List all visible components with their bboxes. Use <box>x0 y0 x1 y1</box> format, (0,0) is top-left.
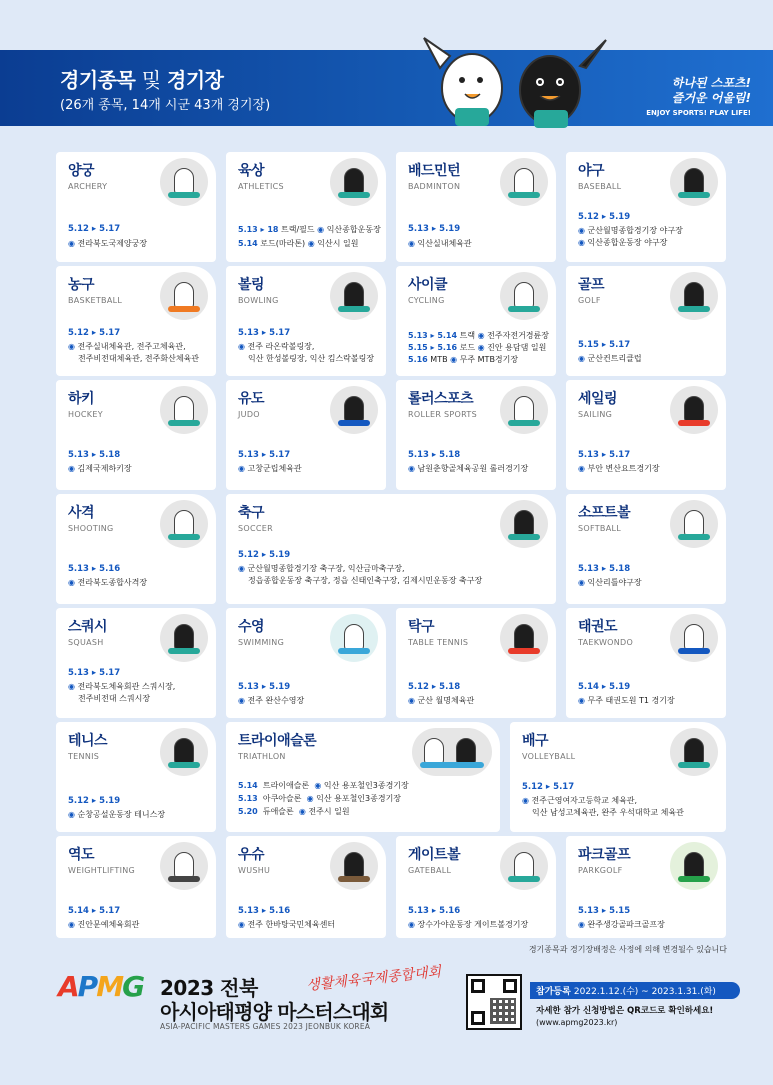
location-pin-icon: ◉ <box>68 578 75 587</box>
sport-card-tennis: 테니스 TENNIS 5.12 ▸ 5.19 ◉ 순창공설운동장 테니스장 <box>56 722 216 832</box>
sport-card-hockey: 하키 HOCKEY 5.13 ▸ 5.18 ◉ 김제국제하키장 <box>56 380 216 490</box>
tennis-icon <box>160 728 208 776</box>
event-title-line1: 2023 전북 <box>160 976 258 1000</box>
judo-icon <box>330 386 378 434</box>
archery-icon <box>160 158 208 206</box>
soccer-icon <box>500 500 548 548</box>
location-pin-icon: ◉ <box>408 464 415 473</box>
apmg-logo: APMG <box>58 970 144 1003</box>
location-pin-icon: ◉ <box>238 696 245 705</box>
location-pin-icon: ◉ <box>314 781 322 790</box>
sport-card-shooting: 사격 SHOOTING 5.13 ▸ 5.16 ◉ 전라북도종합사격장 <box>56 494 216 604</box>
sport-card-cycling: 사이클 CYCLING 5.13 ▸ 5.14 트랙 ◉ 전주자전거경륜장 5.15 ▸ 5.16 로드 ◉ 진안 용담댐 일원 5.16 MTB ◉ 무주 MTB경기장 <box>396 266 556 376</box>
parkgolf-icon <box>670 842 718 890</box>
sport-card-weightlifting: 역도 WEIGHTLIFTING 5.14 ▸ 5.17 ◉ 진안문예체육회관 <box>56 836 216 938</box>
mascot-illustration <box>410 28 620 138</box>
sport-card-triathlon: 트라이애슬론 TRIATHLON 5.14 트라이애슬론 ◉ 익산 용포철인3종경기장 5.13 아쿠아슬론 ◉ 익산 용포철인3종경기장 5.20 듀애슬론 ◉ 전주시 일원 <box>226 722 500 832</box>
sport-card-basketball: 농구 BASKETBALL 5.12 ▸ 5.17 ◉ 전주실내체육관, 전주고체육관, 전주비전대체육관, 전주화산체육관 <box>56 266 216 376</box>
location-pin-icon: ◉ <box>578 226 585 235</box>
cycling-icon <box>500 272 548 320</box>
registration-info: 자세한 참가 신청방법은 QR코드로 확인하세요! <box>536 1006 714 1016</box>
sport-card-soccer: 축구 SOCCER 5.12 ▸ 5.19 ◉ 군산월명종합경기장 축구장, 익산금마축구장, 정읍종합운동장 축구장, 정읍 신태인축구장, 김제시민운동장 축구장 <box>226 494 556 604</box>
badminton-icon <box>500 158 548 206</box>
swimming-icon <box>330 614 378 662</box>
shooting-icon <box>160 500 208 548</box>
volleyball-icon <box>670 728 718 776</box>
header <box>0 38 773 138</box>
sport-card-wushu: 우슈 WUSHU 5.13 ▸ 5.16 ◉ 전주 한바탕국민체육센터 <box>226 836 386 938</box>
hockey-icon <box>160 386 208 434</box>
location-pin-icon: ◉ <box>68 920 75 929</box>
sport-card-sailing: 세일링 SAILING 5.13 ▸ 5.17 ◉ 부안 변산요트경기장 <box>566 380 726 490</box>
location-pin-icon: ◉ <box>68 239 75 248</box>
sport-card-badminton: 배드민턴 BADMINTON 5.13 ▸ 5.19 ◉ 익산실내체육관 <box>396 152 556 262</box>
sport-card-gateball: 게이트볼 GATEBALL 5.13 ▸ 5.16 ◉ 장수가야운동장 게이트볼경기장 <box>396 836 556 938</box>
change-notice: 경기종목과 경기장배정은 사정에 의해 변경될수 있습니다 <box>528 945 727 954</box>
sport-card-volleyball: 배구 VOLLEYBALL 5.12 ▸ 5.17 ◉ 전주근영여자고등학교 체육관, 익산 남성고체육관, 완주 우석대학교 체육관 <box>510 722 726 832</box>
page-title: 경기종목 및 경기장 <box>60 68 224 92</box>
location-pin-icon: ◉ <box>578 696 585 705</box>
event-title-en: ASIA-PACIFIC MASTERS GAMES 2023 JEONBUK KOREA <box>160 1022 371 1031</box>
triathlon-icon <box>412 728 492 776</box>
roller-sports-icon <box>500 386 548 434</box>
location-pin-icon: ◉ <box>408 696 415 705</box>
location-pin-icon: ◉ <box>238 920 245 929</box>
location-pin-icon: ◉ <box>68 464 75 473</box>
sport-card-golf: 골프 GOLF 5.15 ▸ 5.17 ◉ 군산컨트리클럽 <box>566 266 726 376</box>
slogan: 하나된 스포츠! 즐거운 어울림! ENJOY SPORTS! PLAY LIFE! <box>646 76 751 117</box>
location-pin-icon: ◉ <box>522 796 529 805</box>
location-pin-icon: ◉ <box>317 225 325 234</box>
sport-card-softball: 소프트볼 SOFTBALL 5.13 ▸ 5.18 ◉ 익산리틀야구장 <box>566 494 726 604</box>
sport-card-bowling: 볼링 BOWLING 5.13 ▸ 5.17 ◉ 전주 라온락볼링장, 익산 한성볼링장, 익산 킴스락볼링장 <box>226 266 386 376</box>
website-link[interactable]: (www.apmg2023.kr) <box>536 1018 618 1027</box>
sport-card-judo: 유도 JUDO 5.13 ▸ 5.17 ◉ 고창군립체육관 <box>226 380 386 490</box>
sailing-icon <box>670 386 718 434</box>
location-pin-icon: ◉ <box>238 464 245 473</box>
location-pin-icon: ◉ <box>68 810 75 819</box>
location-pin-icon: ◉ <box>307 239 315 248</box>
location-pin-icon: ◉ <box>578 920 585 929</box>
location-pin-icon: ◉ <box>408 920 415 929</box>
registration-period: 참가등록 2022.1.12.(수) ~ 2023.1.31.(화) <box>530 982 740 999</box>
gateball-icon <box>500 842 548 890</box>
location-pin-icon: ◉ <box>578 238 585 247</box>
sport-card-swimming: 수영 SWIMMING 5.13 ▸ 5.19 ◉ 전주 완산수영장 <box>226 608 386 718</box>
bowling-icon <box>330 272 378 320</box>
sport-card-archery: 양궁 ARCHERY 5.12 ▸ 5.17 ◉ 전라북도국제양궁장 <box>56 152 216 262</box>
event-script-title: 생활체육국제종합대회 <box>305 963 442 995</box>
taekwondo-icon <box>670 614 718 662</box>
location-pin-icon: ◉ <box>578 464 585 473</box>
table-tennis-icon <box>500 614 548 662</box>
wushu-icon <box>330 842 378 890</box>
location-pin-icon: ◉ <box>578 354 585 363</box>
sport-card-taekwondo: 태권도 TAEKWONDO 5.14 ▸ 5.19 ◉ 무주 태권도원 T1 경기장 <box>566 608 726 718</box>
sport-card-table-tennis: 탁구 TABLE TENNIS 5.12 ▸ 5.18 ◉ 군산 월명체육관 <box>396 608 556 718</box>
qr-code[interactable] <box>466 974 522 1030</box>
sport-card-baseball: 야구 BASEBALL 5.12 ▸ 5.19 ◉ 군산월명종합경기장 야구장 ◉ 익산종합운동장 야구장 <box>566 152 726 262</box>
basketball-icon <box>160 272 208 320</box>
sport-card-parkgolf: 파크골프 PARKGOLF 5.13 ▸ 5.15 ◉ 완주생강골파크골프장 <box>566 836 726 938</box>
squash-icon <box>160 614 208 662</box>
location-pin-icon: ◉ <box>306 794 314 803</box>
sport-card-roller-sports: 롤러스포츠 ROLLER SPORTS 5.13 ▸ 5.18 ◉ 남원춘향골체육공원 롤러경기장 <box>396 380 556 490</box>
softball-icon <box>670 500 718 548</box>
weightlifting-icon <box>160 842 208 890</box>
location-pin-icon: ◉ <box>68 682 75 691</box>
location-pin-icon: ◉ <box>298 807 306 816</box>
location-pin-icon: ◉ <box>68 342 75 351</box>
location-pin-icon: ◉ <box>238 564 245 573</box>
sport-card-squash: 스쿼시 SQUASH 5.13 ▸ 5.17 ◉ 전라북도체육회관 스쿼시장, 전주비전대 스쿼시장 <box>56 608 216 718</box>
golf-icon <box>670 272 718 320</box>
location-pin-icon: ◉ <box>477 343 485 352</box>
location-pin-icon: ◉ <box>450 355 458 364</box>
sport-card-athletics: 육상 ATHLETICS 5.13 ▸ 18 트랙/필드 ◉ 익산종합운동장 5.14 로드(마라톤) ◉ 익산시 일원 <box>226 152 386 262</box>
location-pin-icon: ◉ <box>477 331 485 340</box>
location-pin-icon: ◉ <box>238 342 245 351</box>
page-subtitle: (26개 종목, 14개 시군 43개 경기장) <box>60 98 271 113</box>
location-pin-icon: ◉ <box>408 239 415 248</box>
event-title-line2: 아시아태평양 마스터스대회 <box>160 1000 389 1024</box>
baseball-icon <box>670 158 718 206</box>
location-pin-icon: ◉ <box>578 578 585 587</box>
athletics-icon <box>330 158 378 206</box>
